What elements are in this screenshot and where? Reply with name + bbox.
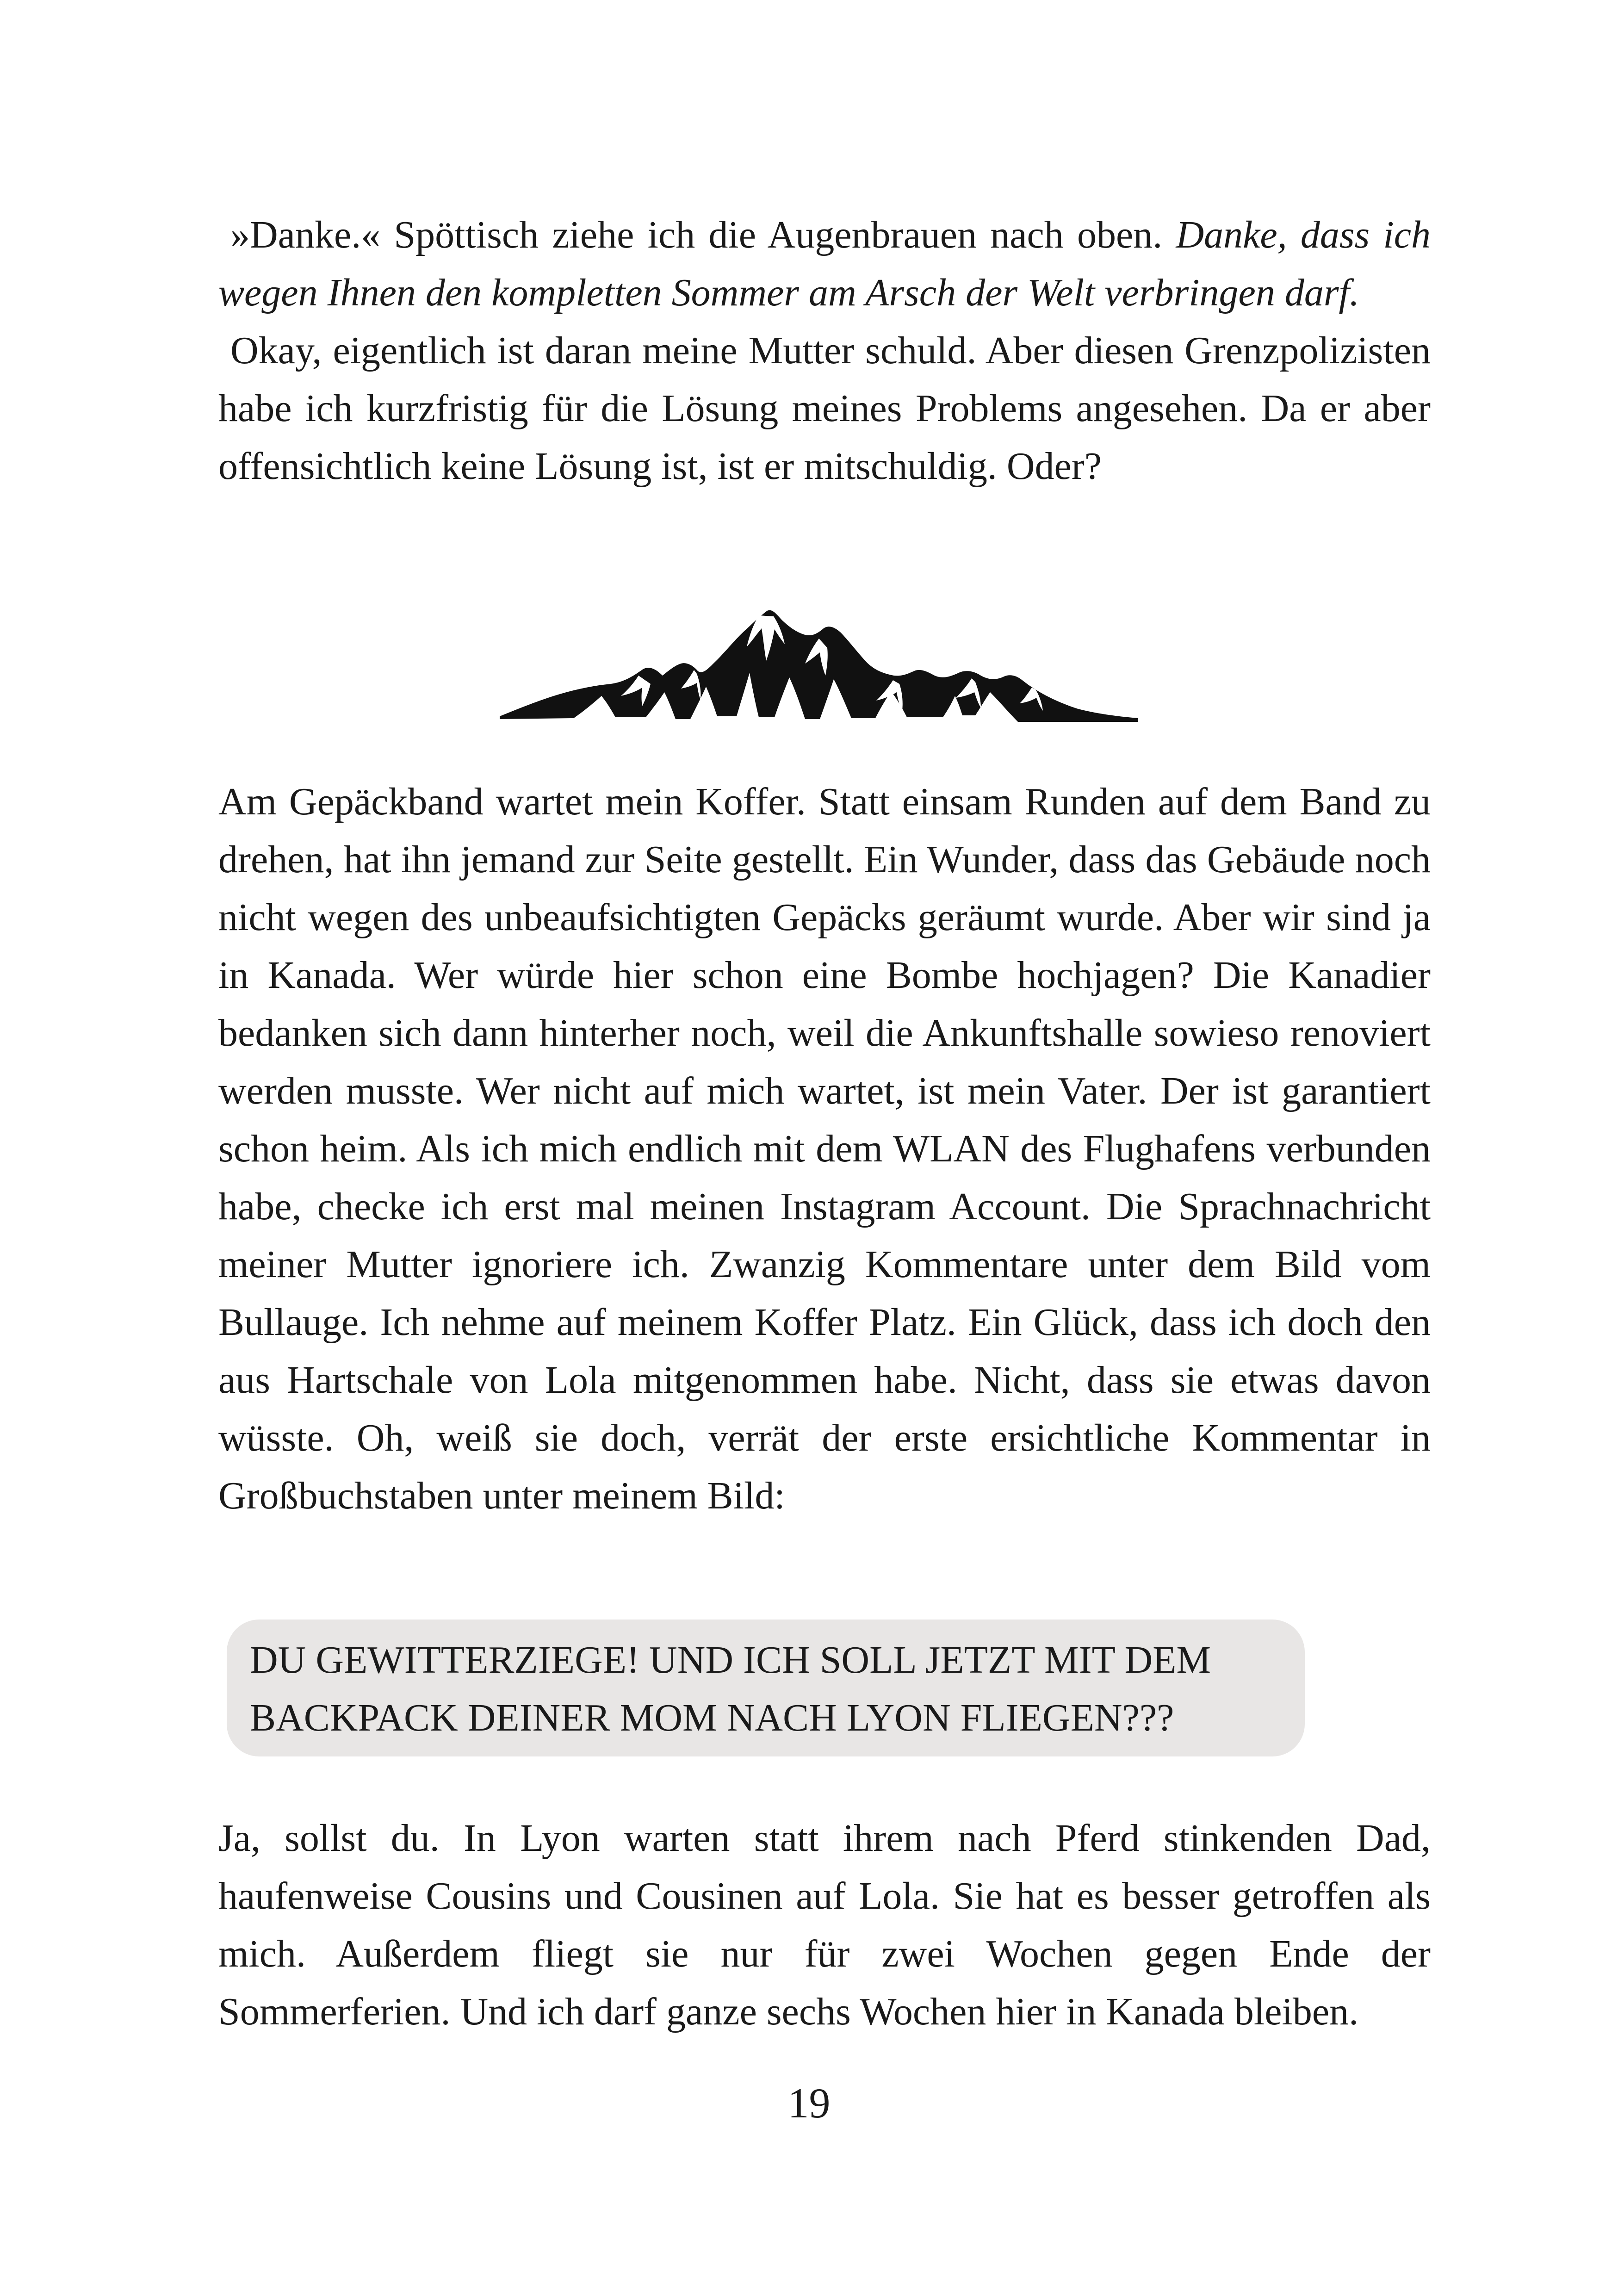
text-block-top bbox=[218, 206, 1431, 495]
page-number: 19 bbox=[787, 2079, 831, 2127]
paragraph-airport: Am Gepäckband wartet mein Koffer. Statt einsam Runden auf dem Band zu drehen, hat ihn jemand zur Seite gestellt. Ein Wunder, dass das Gebäude noch nicht wegen des unbeaufsichtigten Gepäcks geräumt wurde. Aber wir sind ja in Kanada. Wer würde hier schon eine Bombe hochjagen? Die Kanadier bedanken sich dann hinterher noch, weil die Ankunftshalle sowieso renoviert werden musste. Wer nicht auf mich wartet, ist mein Vater. Der ist garantiert schon heim. Als ich mich endlich mit dem WLAN des Flughafens verbunden habe, checke ich erst mal meinen Instagram Account. Die Sprachnachricht meiner Mutter ignoriere ich. Zwanzig Kommentare unter dem Bild vom Bullauge. Ich nehme auf meinem Koffer Platz. Ein Glück, dass ich doch den aus Hartschale von Lola mitgenommen habe. Nicht, dass sie etwas davon wüsste. Oh, weiß sie doch, verrät der erste ersichtliche Kommentar in Großbuchstaben unter meinem Bild: bbox=[218, 780, 1431, 1517]
paragraph-lyon: Ja, sollst du. In Lyon warten statt ihrem nach Pferd stinkenden Dad, haufenweise Cousins und Cousinen auf Lola. Sie hat es besser getroffen als mich. Außerdem fliegt sie nur für zwei Wochen gegen Ende der Sommerferien. Und ich darf ganze sechs Wochen hier in Kanada bleiben. bbox=[218, 1817, 1431, 2033]
comment-line-2: BACKPACK DEINER MOM NACH LYON FLIEGEN??? bbox=[250, 1696, 1174, 1739]
paragraph-dialogue bbox=[218, 206, 1431, 322]
text-block-bottom bbox=[218, 1809, 1431, 2041]
mountain-range-icon bbox=[500, 606, 1138, 726]
instagram-comment-box bbox=[227, 1620, 1305, 1756]
text-block-middle bbox=[218, 773, 1431, 1525]
inner-thought-text: Danke, dass ich wegen Ihnen den kompletten Sommer am Arsch der Welt verbringen darf. bbox=[218, 213, 1431, 314]
paragraph-narration: Okay, eigentlich ist daran meine Mutter schuld. Aber diesen Grenzpolizisten habe ich kurzfristig für die Lösung meines Problems angesehen. Da er aber offensichtlich keine Lösung ist, ist er mitschuldig. Oder? bbox=[218, 329, 1431, 488]
comment-line-1: DU GEWITTERZIEGE! UND ICH SOLL JETZT MIT DEM bbox=[250, 1638, 1211, 1682]
dialogue-text: »Danke.« Spöttisch ziehe ich die Augenbrauen nach oben. bbox=[230, 213, 1176, 256]
